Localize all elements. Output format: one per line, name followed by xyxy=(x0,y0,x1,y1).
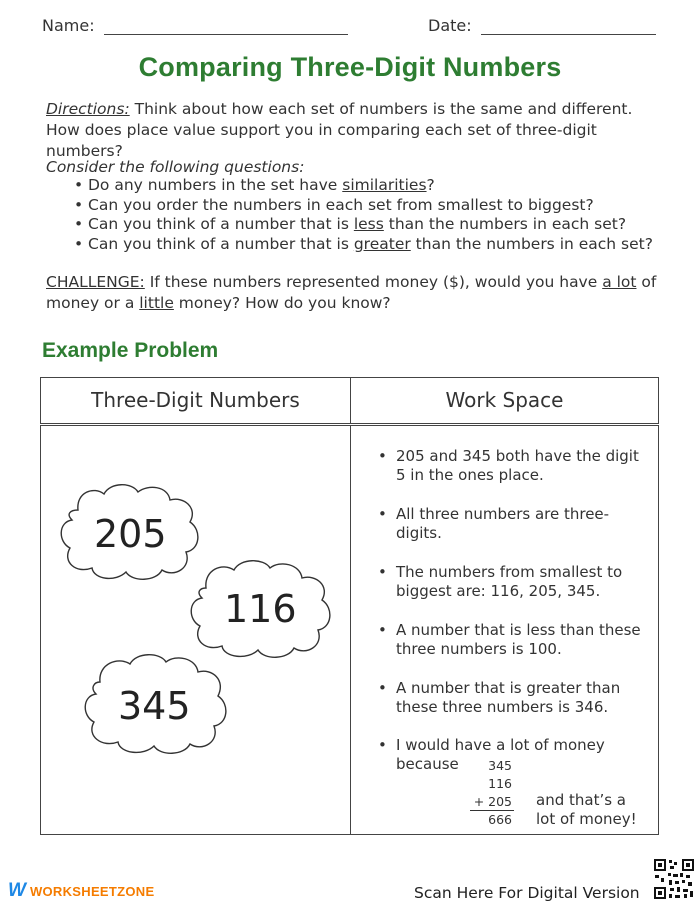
body-divider xyxy=(350,426,351,834)
directions xyxy=(46,99,666,162)
sum-total: 666 xyxy=(488,812,512,827)
work-item: • 205 and 345 both have the digit 5 in the ones place. xyxy=(378,447,639,484)
sum-addend-1: 345 xyxy=(488,758,512,773)
work-tail-1: and that’s a xyxy=(536,791,626,809)
directions-text: Think about how each set of numbers is the same and different. How does place value support you in comparing each set of three-digit numbers? xyxy=(46,100,633,160)
cloud-number-116: 116 xyxy=(224,587,297,631)
name-line[interactable] xyxy=(104,34,348,35)
cloud-number-345: 345 xyxy=(118,684,191,728)
sum-addend-2: 116 xyxy=(488,776,512,791)
challenge-label: CHALLENGE: xyxy=(46,273,145,291)
cloud-number-205: 205 xyxy=(94,512,167,556)
work-item: • I would have a lot of money because xyxy=(378,736,605,773)
sum-addend-3: + 205 xyxy=(473,794,512,809)
brand-w-icon: W xyxy=(8,880,26,901)
question-item: • Can you order the numbers in each set from smallest to biggest? xyxy=(88,196,700,216)
work-item: • The numbers from smallest to biggest are: 116, 205, 345. xyxy=(378,563,623,600)
scan-text: Scan Here For Digital Version xyxy=(414,884,640,902)
question-item: • Can you think of a number that is less than the numbers in each set? xyxy=(88,215,700,235)
name-label: Name: xyxy=(42,16,95,35)
question-list xyxy=(46,176,700,254)
work-item: • A number that is greater than these three numbers is 346. xyxy=(378,679,621,716)
brand-logo xyxy=(8,880,154,902)
date-line[interactable] xyxy=(481,34,656,35)
date-label: Date: xyxy=(428,16,472,35)
work-tail-2: lot of money! xyxy=(536,810,637,828)
challenge: CHALLENGE: If these numbers represented money ($), would you have a lot of money or a little money? How do you know? xyxy=(46,273,657,312)
example-heading: Example Problem xyxy=(42,339,219,362)
consider-label: Consider the following questions: xyxy=(46,158,305,176)
page-title: Comparing Three-Digit Numbers xyxy=(138,52,562,82)
table-header xyxy=(40,377,659,424)
col-three-digit: Three-Digit Numbers xyxy=(91,388,300,412)
question-item: • Can you think of a number that is greater than the numbers in each set? xyxy=(88,235,700,255)
question-item: • Do any numbers in the set have similarities? xyxy=(88,176,700,196)
sum-line xyxy=(470,810,514,811)
col-work-space: Work Space xyxy=(445,388,564,412)
directions-label: Directions: xyxy=(46,100,130,118)
qr-code-icon[interactable] xyxy=(653,858,695,900)
brand-name: WORKSHEETZONE xyxy=(29,883,155,899)
work-item: • All three numbers are three-digits. xyxy=(378,505,610,542)
work-item: • A number that is less than these three numbers is 100. xyxy=(378,621,641,658)
